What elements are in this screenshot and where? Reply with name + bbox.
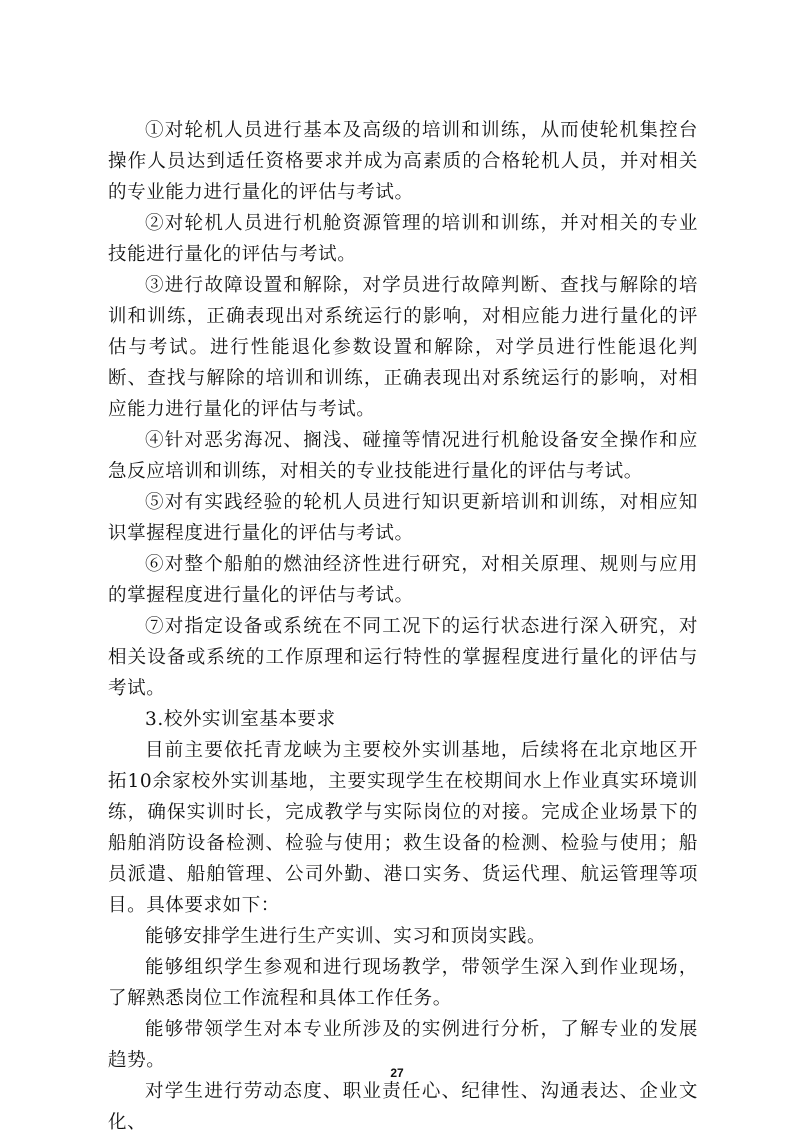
document-body (108, 115, 698, 1138)
page-number: 27 (390, 1066, 404, 1080)
paragraph-2: ②对轮机人员进行机舱资源管理的培训和训练，并对相关的专业技能进行量化的评估与考试。 (108, 213, 698, 265)
paragraph-10: 能够安排学生进行生产实训、实习和顶岗实践。 (145, 926, 547, 947)
paragraph-13: 对学生进行劳动态度、职业责任心、纪律性、沟通表达、企业文化、 (108, 1081, 698, 1133)
paragraph-7: ⑦对指定设备或系统在不同工况下的运行状态进行深入研究，对相关设备或系统的工作原理和运行特性的掌握程度进行量化的评估与考试。 (108, 616, 698, 699)
paragraph-9: 目前主要依托青龙峡为主要校外实训基地，后续将在北京地区开拓10余家校外实训基地，主要实现学生在校期间水上作业真实环境训练，确保实训时长，完成教学与实际岗位的对接。完成企业场景下的船舶消防设备检测、检验与使用；救生设备的检测、检验与使用；船员派遣、船舶管理、公司外勤、港口实务、货运代理、航运管理等项目。具体要求如下： (108, 740, 698, 916)
paragraph-11: 能够组织学生参观和进行现场教学，带领学生深入到作业现场，了解熟悉岗位工作流程和具体工作任务。 (108, 957, 698, 1009)
section-heading: 3.校外实训室基本要求 (145, 709, 336, 730)
paragraph-5: ⑤对有实践经验的轮机人员进行知识更新培训和训练，对相应知识掌握程度进行量化的评估与考试。 (108, 492, 698, 544)
paragraph-4: ④针对恶劣海况、搁浅、碰撞等情况进行机舱设备安全操作和应急反应培训和训练，对相关的专业技能进行量化的评估与考试。 (108, 430, 698, 482)
paragraph-6: ⑥对整个船舶的燃油经济性进行研究，对相关原理、规则与应用的掌握程度进行量化的评估与考试。 (108, 554, 698, 606)
paragraph-12: 能够带领学生对本专业所涉及的实例进行分析，了解专业的发展趋势。 (108, 1019, 698, 1071)
paragraph-3: ③进行故障设置和解除，对学员进行故障判断、查找与解除的培训和训练，正确表现出对系统运行的影响，对相应能力进行量化的评估与考试。进行性能退化参数设置和解除，对学员进行性能退化判断、查找与解除的培训和训练，正确表现出对系统运行的影响，对相应能力进行量化的评估与考试。 (108, 275, 698, 420)
paragraph-1: ①对轮机人员进行基本及高级的培训和训练，从而使轮机集控台操作人员达到适任资格要求并成为高素质的合格轮机人员，并对相关的专业能力进行量化的评估与考试。 (108, 120, 698, 203)
